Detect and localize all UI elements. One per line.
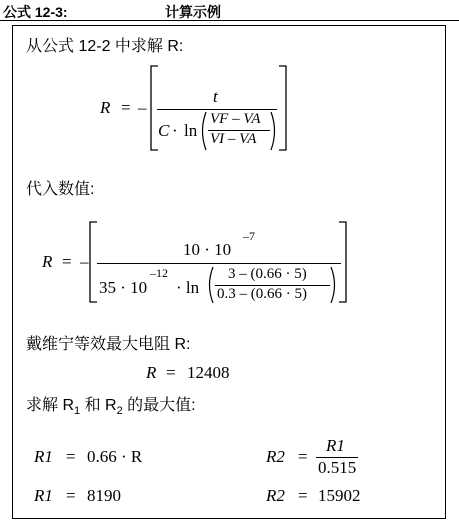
- r1-value-number: 8190: [87, 486, 121, 505]
- formula2-left-bracket: [88, 221, 98, 303]
- formula2-left-paren: [206, 266, 214, 304]
- example-header: [0, 0, 459, 22]
- formula1-fraction-bar: [157, 109, 277, 110]
- r2-formula-numerator: R1: [326, 436, 345, 455]
- equation-label: 公式 12-3:: [3, 4, 68, 20]
- r1-value-lhs: R1: [34, 486, 53, 505]
- formula1-right-paren: [270, 111, 278, 151]
- formula2-denominator: 35 · 10: [99, 278, 148, 297]
- formula2-fraction-bar: [97, 263, 341, 264]
- formula1-R: R: [100, 98, 111, 117]
- r2-formula-equals: =: [298, 447, 308, 466]
- r2-formula-denominator: 0.515: [318, 458, 357, 477]
- header-rule: [0, 20, 459, 21]
- formula2-inner-numerator: 3 – (0.66 · 5): [228, 266, 307, 282]
- formula1-minus: –: [138, 98, 147, 117]
- formula2-equals: =: [62, 252, 72, 271]
- step4-sub2: 2: [116, 405, 123, 418]
- step4-text-c: 的最大值:: [122, 397, 196, 414]
- formula2-ln: · ln: [176, 278, 200, 297]
- formula1-numerator: t: [213, 87, 218, 106]
- formula2-numerator: 10 · 10: [183, 240, 232, 259]
- formula2-R: R: [42, 252, 53, 271]
- result-equals: =: [166, 363, 176, 382]
- formula1-ln: ln: [184, 121, 198, 140]
- formula1-right-bracket: [278, 65, 288, 151]
- formula1-dot: ·: [172, 121, 178, 140]
- example-title: 计算示例: [165, 4, 221, 20]
- r1-formula-equals: =: [66, 447, 76, 466]
- r2-value-lhs: R2: [266, 486, 285, 505]
- formula2-inner-denominator: 0.3 – (0.66 · 5): [217, 286, 307, 302]
- formula2-minus: –: [80, 252, 89, 271]
- r2-value-number: 15902: [318, 486, 361, 505]
- formula2-right-paren: [330, 266, 338, 304]
- formula1-inner-denominator: VI – VA: [210, 131, 257, 147]
- result-value: 12408: [187, 363, 230, 382]
- result-R: R: [146, 363, 157, 382]
- step4-text-b: 和 R: [80, 397, 117, 414]
- r2-formula-lhs: R2: [266, 447, 285, 466]
- step4-text: [26, 392, 196, 417]
- formula2-denominator-exponent: –12: [150, 266, 168, 280]
- step2-text: 代入数值:: [26, 181, 95, 198]
- r1-formula-lhs: R1: [34, 447, 53, 466]
- r1-formula-rhs: 0.66 · R: [87, 447, 143, 466]
- formula2-right-bracket: [338, 221, 348, 303]
- formula1-equals: =: [121, 98, 131, 117]
- r2-value-equals: =: [298, 486, 308, 505]
- step4-text-a: 求解 R: [26, 397, 75, 414]
- step1-text: 从公式 12-2 中求解 R:: [26, 38, 184, 55]
- step3-text: 戴维宁等效最大电阻 R:: [26, 336, 191, 353]
- formula2-numerator-exponent: –7: [243, 229, 255, 243]
- step4-sub1: 1: [74, 405, 81, 418]
- formula1-inner-numerator: VF – VA: [210, 111, 261, 127]
- r1-value-equals: =: [66, 486, 76, 505]
- formula1-left-paren: [199, 111, 207, 151]
- formula1-C: C: [158, 121, 170, 140]
